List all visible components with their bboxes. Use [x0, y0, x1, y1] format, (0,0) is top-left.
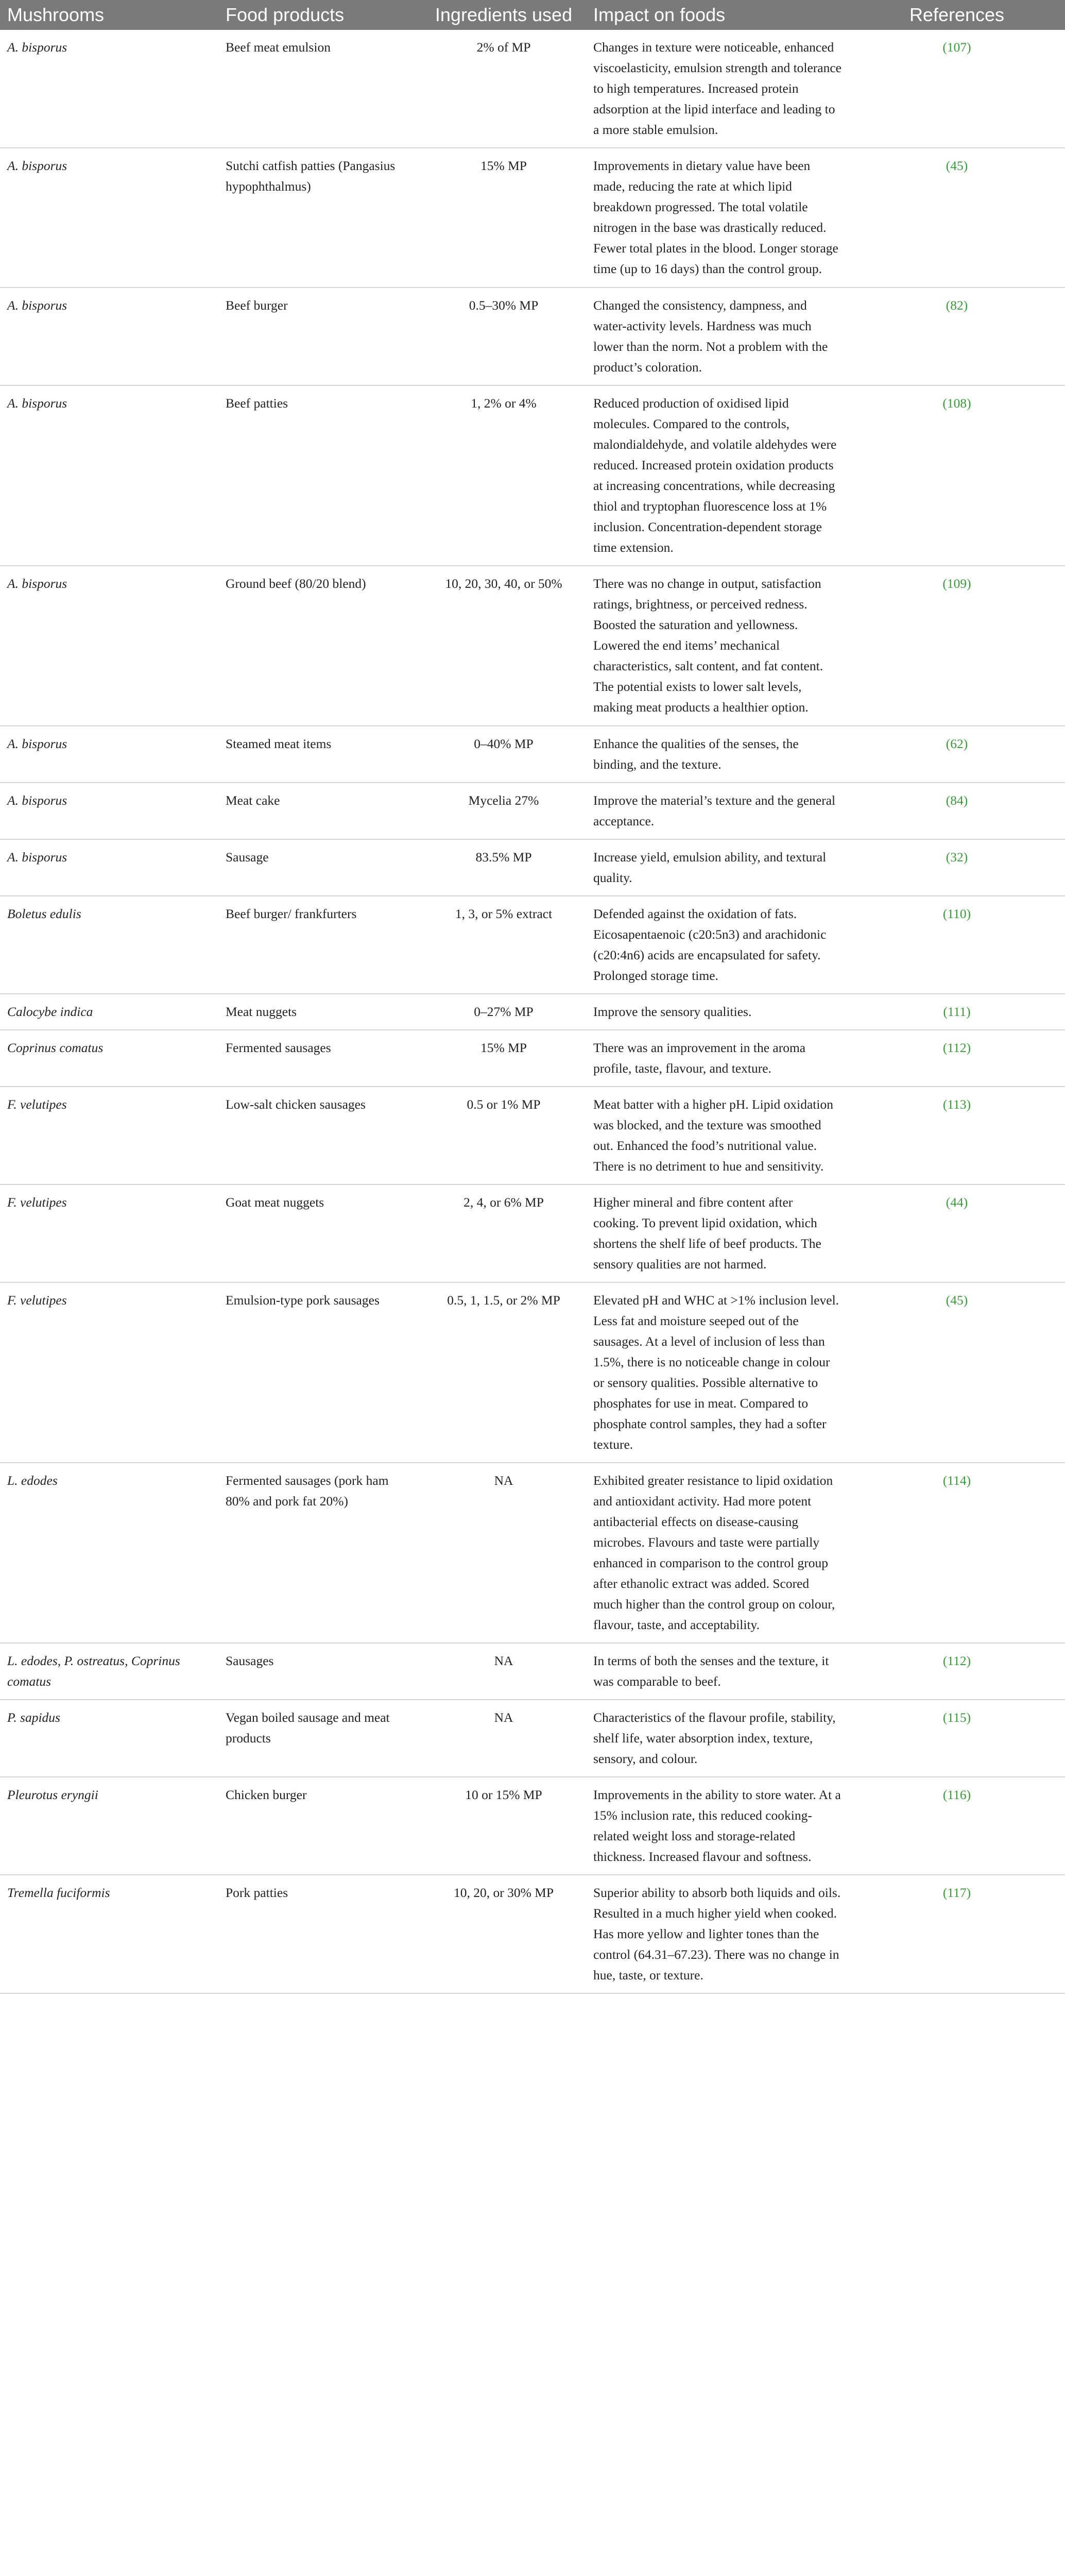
cell-ingredients-used: 0.5 or 1% MP	[421, 1087, 586, 1184]
cell-food-product: Sutchi catfish patties (Pangasius hypophthalmus)	[218, 148, 421, 287]
cell-reference[interactable]: (84)	[849, 783, 1065, 839]
cell-reference[interactable]: (82)	[849, 287, 1065, 385]
cell-reference[interactable]: (62)	[849, 726, 1065, 783]
cell-mushroom: P. sapidus	[0, 1700, 218, 1777]
cell-mushroom: F. velutipes	[0, 1282, 218, 1463]
table-row	[0, 1184, 1065, 1282]
cell-impact-on-foods: Improvements in dietary value have been made, reducing the rate at which lipid breakdown progressed. The total volatile nitrogen in the base was drastically reduced. Fewer total plates in the blood. Longer storage time (up to 16 days) than the control group.	[586, 148, 849, 287]
table-row	[0, 994, 1065, 1030]
cell-food-product: Beef burger	[218, 287, 421, 385]
reference-link[interactable]: 110	[947, 906, 967, 921]
cell-impact-on-foods: Improve the material’s texture and the general acceptance.	[586, 783, 849, 839]
cell-food-product: Beef meat emulsion	[218, 30, 421, 148]
reference-link[interactable]: 117	[947, 1885, 967, 1900]
cell-impact-on-foods: There was an improvement in the aroma profile, taste, flavour, and texture.	[586, 1030, 849, 1087]
cell-mushroom: F. velutipes	[0, 1087, 218, 1184]
table-row	[0, 896, 1065, 994]
header-impact-on-foods: Impact on foods	[586, 0, 849, 30]
cell-impact-on-foods: Exhibited greater resistance to lipid oxidation and antioxidant activity. Had more potent antibacterial effects on disease-causing microbes. Flavours and taste were partially enhanced in comparison to the control group after ethanolic extract was added. Scored much higher than the control group on colour, flavour, taste, and acceptability.	[586, 1463, 849, 1643]
header-ingredients-used: Ingredients used	[421, 0, 586, 30]
cell-food-product: Vegan boiled sausage and meat products	[218, 1700, 421, 1777]
table-row	[0, 1463, 1065, 1643]
cell-mushroom: Calocybe indica	[0, 994, 218, 1030]
table-row	[0, 287, 1065, 385]
cell-impact-on-foods: Higher mineral and fibre content after cooking. To prevent lipid oxidation, which shortens the shelf life of beef products. The sensory qualities are not harmed.	[586, 1184, 849, 1282]
cell-impact-on-foods: Superior ability to absorb both liquids and oils. Resulted in a much higher yield when cooked. Has more yellow and lighter tones than the control (64.31–67.23). There was no change in hue, taste, or texture.	[586, 1875, 849, 1993]
cell-ingredients-used: 1, 2% or 4%	[421, 385, 586, 566]
cell-mushroom: A. bisporus	[0, 566, 218, 726]
cell-ingredients-used: 0.5–30% MP	[421, 287, 586, 385]
cell-food-product: Low-salt chicken sausages	[218, 1087, 421, 1184]
table-row	[0, 385, 1065, 566]
header-row	[0, 0, 1065, 30]
reference-link[interactable]: 84	[950, 793, 964, 808]
table-row	[0, 566, 1065, 726]
cell-ingredients-used: 2, 4, or 6% MP	[421, 1184, 586, 1282]
cell-mushroom: Pleurotus eryngii	[0, 1777, 218, 1875]
table-row	[0, 1875, 1065, 1993]
cell-food-product: Meat nuggets	[218, 994, 421, 1030]
table-row	[0, 1700, 1065, 1777]
reference-link[interactable]: 115	[947, 1710, 967, 1725]
cell-ingredients-used: Mycelia 27%	[421, 783, 586, 839]
cell-impact-on-foods: In terms of both the senses and the texture, it was comparable to beef.	[586, 1643, 849, 1700]
table-row	[0, 839, 1065, 896]
cell-food-product: Beef patties	[218, 385, 421, 566]
cell-impact-on-foods: Reduced production of oxidised lipid molecules. Compared to the controls, malondialdehyde, and volatile aldehydes were reduced. Increased protein oxidation products at increasing concentrations, while decreasing thiol and tryptophan fluorescence loss at 1% inclusion. Concentration-dependent storage time extension.	[586, 385, 849, 566]
cell-food-product: Beef burger/ frankfurters	[218, 896, 421, 994]
cell-mushroom: L. edodes, P. ostreatus, Coprinus comatus	[0, 1643, 218, 1700]
cell-impact-on-foods: Meat batter with a higher pH. Lipid oxidation was blocked, and the texture was smoothed out. Enhanced the food’s nutritional value. There is no detriment to hue and sensitivity.	[586, 1087, 849, 1184]
cell-reference[interactable]: (113)	[849, 1087, 1065, 1184]
cell-food-product: Pork patties	[218, 1875, 421, 1993]
reference-link[interactable]: 44	[950, 1195, 964, 1210]
cell-ingredients-used: 15% MP	[421, 148, 586, 287]
cell-mushroom: A. bisporus	[0, 783, 218, 839]
cell-reference[interactable]: (32)	[849, 839, 1065, 896]
cell-reference[interactable]: (112)	[849, 1030, 1065, 1087]
cell-impact-on-foods: Elevated pH and WHC at >1% inclusion level. Less fat and moisture seeped out of the sausages. At a level of inclusion of less than 1.5%, there is no noticeable change in colour or sensory qualities. Possible alternative to phosphates for use in meat. Compared to phosphate control samples, they had a softer texture.	[586, 1282, 849, 1463]
table-row	[0, 1030, 1065, 1087]
table-row	[0, 1643, 1065, 1700]
reference-link[interactable]: 45	[950, 1293, 964, 1308]
cell-impact-on-foods: Changed the consistency, dampness, and water-activity levels. Hardness was much lower than the norm. Not a problem with the product’s coloration.	[586, 287, 849, 385]
reference-link[interactable]: 45	[950, 158, 964, 173]
cell-mushroom: A. bisporus	[0, 30, 218, 148]
cell-reference[interactable]: (44)	[849, 1184, 1065, 1282]
cell-reference[interactable]: (115)	[849, 1700, 1065, 1777]
cell-reference[interactable]: (116)	[849, 1777, 1065, 1875]
cell-reference[interactable]: (110)	[849, 896, 1065, 994]
header-references: References	[849, 0, 1065, 30]
cell-ingredients-used: 83.5% MP	[421, 839, 586, 896]
reference-link[interactable]: 112	[947, 1040, 967, 1055]
cell-ingredients-used: 15% MP	[421, 1030, 586, 1087]
cell-reference[interactable]: (114)	[849, 1463, 1065, 1643]
reference-link[interactable]: 112	[947, 1653, 967, 1668]
cell-reference[interactable]: (111)	[849, 994, 1065, 1030]
cell-ingredients-used: 10, 20, or 30% MP	[421, 1875, 586, 1993]
cell-mushroom: Tremella fuciformis	[0, 1875, 218, 1993]
cell-ingredients-used: 10 or 15% MP	[421, 1777, 586, 1875]
table-header	[0, 0, 1065, 30]
cell-reference[interactable]: (45)	[849, 148, 1065, 287]
cell-ingredients-used: 0–40% MP	[421, 726, 586, 783]
reference-link[interactable]: 62	[950, 736, 964, 751]
table-row	[0, 30, 1065, 148]
cell-mushroom: A. bisporus	[0, 385, 218, 566]
cell-impact-on-foods: Defended against the oxidation of fats. Eicosapentaenoic (c20:5n3) and arachidonic (c20:4n6) acids are encapsulated for safety. Prolonged storage time.	[586, 896, 849, 994]
cell-ingredients-used: NA	[421, 1463, 586, 1643]
cell-food-product: Sausages	[218, 1643, 421, 1700]
cell-food-product: Meat cake	[218, 783, 421, 839]
table-row	[0, 148, 1065, 287]
cell-reference[interactable]: (107)	[849, 30, 1065, 148]
cell-reference[interactable]: (117)	[849, 1875, 1065, 1993]
cell-food-product: Steamed meat items	[218, 726, 421, 783]
reference-link[interactable]: 32	[950, 850, 964, 865]
cell-reference[interactable]: (108)	[849, 385, 1065, 566]
cell-food-product: Ground beef (80/20 blend)	[218, 566, 421, 726]
cell-ingredients-used: 10, 20, 30, 40, or 50%	[421, 566, 586, 726]
table-body	[0, 30, 1065, 1993]
cell-impact-on-foods: Enhance the qualities of the senses, the binding, and the texture.	[586, 726, 849, 783]
cell-ingredients-used: NA	[421, 1643, 586, 1700]
cell-impact-on-foods: Improve the sensory qualities.	[586, 994, 849, 1030]
cell-mushroom: Boletus edulis	[0, 896, 218, 994]
reference-link[interactable]: 113	[947, 1097, 967, 1112]
cell-impact-on-foods: Changes in texture were noticeable, enhanced viscoelasticity, emulsion strength and tolerance to high temperatures. Increased protein adsorption at the lipid interface and leading to a more stable emulsion.	[586, 30, 849, 148]
cell-mushroom: L. edodes	[0, 1463, 218, 1643]
table-row	[0, 1777, 1065, 1875]
cell-impact-on-foods: There was no change in output, satisfaction ratings, brightness, or perceived redness. Boosted the saturation and yellowness. Lowered the end items’ mechanical characteristics, salt content, and fat content. The potential exists to lower salt levels, making meat products a healthier option.	[586, 566, 849, 726]
header-food-products: Food products	[218, 0, 421, 30]
cell-mushroom: F. velutipes	[0, 1184, 218, 1282]
reference-link[interactable]: 82	[950, 298, 964, 313]
cell-reference[interactable]: (112)	[849, 1643, 1065, 1700]
cell-impact-on-foods: Characteristics of the flavour profile, stability, shelf life, water absorption index, texture, sensory, and colour.	[586, 1700, 849, 1777]
cell-ingredients-used: NA	[421, 1700, 586, 1777]
reference-link[interactable]: 107	[947, 40, 967, 55]
cell-food-product: Fermented sausages (pork ham 80% and pork fat 20%)	[218, 1463, 421, 1643]
cell-reference[interactable]: (109)	[849, 566, 1065, 726]
reference-link[interactable]: 108	[947, 396, 967, 411]
header-mushrooms: Mushrooms	[0, 0, 218, 30]
cell-impact-on-foods: Increase yield, emulsion ability, and textural quality.	[586, 839, 849, 896]
reference-link[interactable]: 114	[947, 1473, 967, 1488]
cell-food-product: Chicken burger	[218, 1777, 421, 1875]
table-row	[0, 1087, 1065, 1184]
cell-food-product: Goat meat nuggets	[218, 1184, 421, 1282]
cell-food-product: Sausage	[218, 839, 421, 896]
cell-mushroom: Coprinus comatus	[0, 1030, 218, 1087]
cell-mushroom: A. bisporus	[0, 839, 218, 896]
cell-reference[interactable]: (45)	[849, 1282, 1065, 1463]
cell-ingredients-used: 2% of MP	[421, 30, 586, 148]
cell-food-product: Emulsion-type pork sausages	[218, 1282, 421, 1463]
cell-mushroom: A. bisporus	[0, 726, 218, 783]
cell-ingredients-used: 0.5, 1, 1.5, or 2% MP	[421, 1282, 586, 1463]
cell-impact-on-foods: Improvements in the ability to store water. At a 15% inclusion rate, this reduced cooking-related weight loss and storage-related thickness. Increased flavour and softness.	[586, 1777, 849, 1875]
cell-mushroom: A. bisporus	[0, 287, 218, 385]
reference-link[interactable]: 116	[947, 1787, 967, 1802]
cell-mushroom: A. bisporus	[0, 148, 218, 287]
cell-ingredients-used: 0–27% MP	[421, 994, 586, 1030]
table-row	[0, 1282, 1065, 1463]
reference-link[interactable]: 109	[947, 576, 967, 591]
reference-link[interactable]: 111	[947, 1004, 967, 1019]
table-row	[0, 726, 1065, 783]
cell-ingredients-used: 1, 3, or 5% extract	[421, 896, 586, 994]
table-row	[0, 783, 1065, 839]
cell-food-product: Fermented sausages	[218, 1030, 421, 1087]
